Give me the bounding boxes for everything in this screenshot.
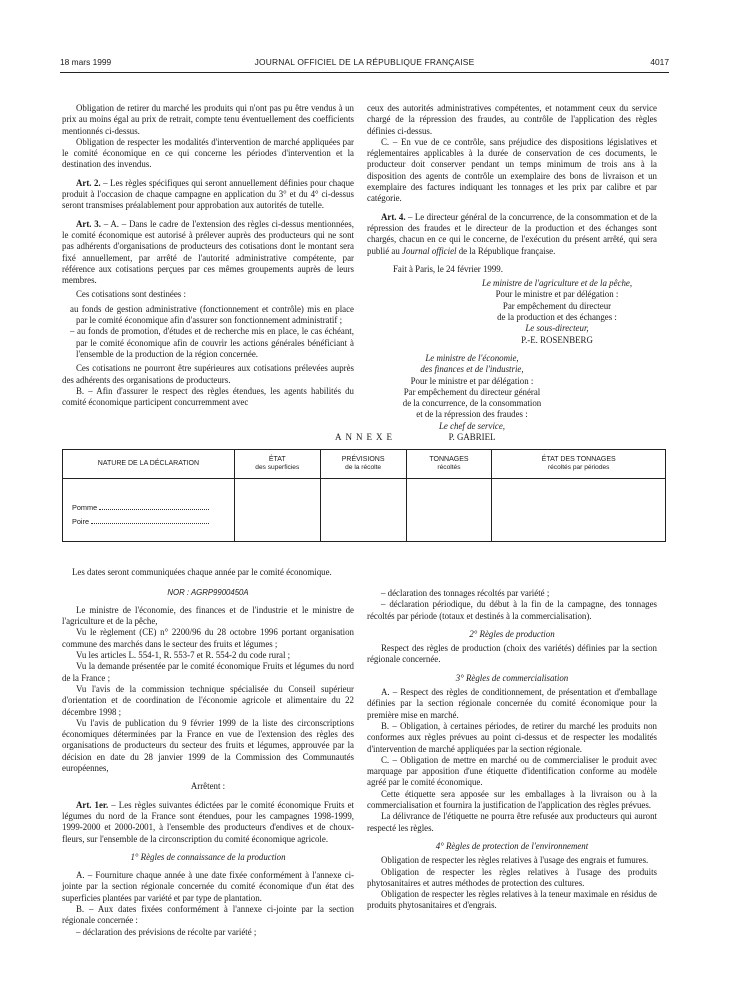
column-header-title: PRÉVISIONS: [341, 456, 385, 464]
table-cell: [320, 479, 406, 542]
section-heading: 2° Règles de production: [469, 628, 555, 639]
paragraph: Obligation de respecter les règles relatives à l'usage des produits phytosanitaires et autres méthodes de protection des cultures.: [367, 866, 657, 888]
signatory-role: Le chef de service,: [438, 420, 506, 431]
article-label: Art. 4.: [381, 211, 406, 222]
table-row: [63, 479, 666, 542]
paragraph: Obligation de retirer du marché les produits qui n'ont pas pu être vendus à un prix au moins égal au prix de retrait, compte tenu éventuellement des coefficients mentionnés ci-dessus.: [62, 103, 354, 136]
paragraph: A. – Fourniture chaque année à une date fixée conformément à l'annexe ci-jointe par la section régionale concernée du comité économique d'un état des superficies plantées par variété et par type de plantation.: [62, 870, 354, 903]
page-header: [60, 57, 669, 71]
paragraph: Vu le règlement (CE) n° 2200/96 du 28 octobre 1996 portant organisation commune des marchés dans le secteur des fruits et légumes ;: [62, 627, 354, 649]
signatory-line: Par empêchement du directeur général: [403, 386, 541, 397]
article-label: Art. 3.: [76, 218, 101, 229]
signatory-line: Pour le ministre et par délégation :: [495, 289, 619, 300]
paragraph: Vu l'avis de la commission technique spécialisée du Conseil supérieur d'orientation et de coordination de l'économie agricole et alimentaire du 22 décembre 1998 ;: [62, 683, 354, 717]
paragraph: Le ministre de l'économie, des finances et de l'industrie et le ministre de l'agriculture et de la pêche,: [62, 604, 354, 627]
header-date: 18 mars 1999: [60, 57, 112, 67]
column-header-title: ÉTAT DES TONNAGES: [541, 456, 616, 464]
column-header-subtitle: de la récolte: [345, 464, 382, 472]
article-3: [62, 219, 354, 287]
header-title: JOURNAL OFFICIEL DE LA RÉPUBLIQUE FRANÇAISE: [254, 57, 475, 67]
paragraph: Respect des règles de production (choix des variétés) définies par la section régionale concernée.: [367, 643, 657, 665]
table-cell: [234, 479, 320, 542]
table-header-row: [63, 450, 666, 479]
paragraph: A. – Respect des règles de conditionnement, de présentation et d'emballage définies par la section régionale concernée du comité économique pour la première mise en marché.: [367, 687, 657, 720]
column-header: [320, 450, 406, 479]
row-label-pomme: [72, 501, 234, 515]
column-header-subtitle: récoltés: [437, 464, 461, 472]
paragraph: Vu la demande présentée par le comité économique Fruits et légumes du nord de la France ;: [62, 661, 354, 683]
table-cell: [492, 479, 666, 542]
header-page-number: 4017: [650, 57, 669, 67]
paragraph: Ces cotisations sont destinées :: [76, 289, 186, 300]
list-item: au fonds de gestion administrative (fonctionnement et contrôle) mis en place par le comité économique afin d'assurer son fonctionnement administratif ;: [70, 303, 354, 326]
paragraph: C. – Obligation de mettre en marché ou de commercialiser le produit avec marquage par apposition d'une étiquette d'identification conforme au modèle agréé par le comité économique.: [367, 754, 657, 788]
section-heading: 3° Règles de commercialisation: [455, 672, 569, 683]
list-item: – déclaration périodique, du début à la fin de la campagne, des tonnages récoltés par période (totaux et destinés à la commercialisation).: [367, 599, 657, 621]
lower-right-column: [367, 588, 657, 912]
header-rule: [60, 72, 669, 73]
column-header-title: TONNAGES: [429, 456, 469, 464]
paragraph: Cette étiquette sera apposée sur les emballages à la livraison ou à la commercialisation et fournira la justification de l'application des règles prévues.: [367, 788, 657, 811]
table-cell: [406, 479, 492, 542]
paragraph: Obligation de respecter les règles relatives à la teneur maximale en résidus de produits phytosanitaires et d'engrais.: [367, 889, 657, 911]
signatory-title: Le ministre de l'économie,: [425, 352, 519, 363]
article-label: Art. 2.: [76, 177, 101, 188]
paragraph: Ces cotisations ne pourront être supérieures aux cotisations prélevées auprès des adhérents des organisations de producteurs.: [62, 363, 354, 385]
paragraph: Vu les articles L. 554-1, R. 553-7 et R. 554-2 du code rural ;: [76, 650, 291, 661]
paragraph: C. – En vue de ce contrôle, sans préjudice des dispositions législatives et réglementaires applicables à la durée de conservation de ces documents, le producteur doit conserver pendant un temps minimum de trois ans à la disposition des agents de contrôle un exemplaire des bons de livraison et un exemplaire des factures indiquant les tonnages et les prix par calibre et par catégorie.: [367, 136, 657, 204]
annex-note: Les dates seront communiquées chaque année par le comité économique.: [72, 567, 332, 577]
article-1: [62, 800, 354, 845]
signatory-role: Le sous-directeur,: [525, 323, 589, 334]
signatory-title: des finances et de l'industrie,: [420, 364, 524, 375]
signatory-line: Pour le ministre et par délégation :: [410, 375, 534, 386]
paragraph: B. – Afin d'assurer le respect des règles étendues, les agents habilités du comité économique participent concurremment avec: [62, 385, 354, 408]
signatory-name: P. GABRIEL: [448, 432, 496, 443]
signatory-line: Par empêchement du directeur: [502, 300, 612, 311]
annex-title: ANNEXE: [335, 432, 396, 442]
upper-right-column: [367, 103, 657, 443]
dotted-leader: [91, 523, 209, 524]
signatory-title: Le ministre de l'agriculture et de la pêche,: [481, 278, 633, 289]
column-header-subtitle: des superficies: [255, 464, 300, 472]
lower-left-column: [62, 588, 354, 938]
upper-left-column: [62, 103, 354, 408]
list-item: – au fonds de promotion, d'études et de recherche mis en place, le cas échéant, par le comité économique afin de couvrir les actions générales bénéficiant à l'ensemble de la production de la région concernée.: [70, 326, 354, 359]
column-header: [492, 450, 666, 479]
article-text: – A. – Dans le cadre de l'extension des règles ci-dessus mentionnées, le comité économique est autorisé à prélever auprès des producteurs qui ne sont pas adhérents d'organisations de producteurs des cotisations dont le montant sera fixé annuellement, par arrêté de l'autorité administrative compétente, par référence aux cotisations perçues par ces mêmes groupements auprès de leurs membres.: [62, 218, 354, 286]
row-label-text: Pomme: [72, 503, 98, 512]
article-text: – Les règles suivantes édictées par le comité économique Fruits et légumes du nord de la France sont étendues, pour les campagnes 1998-1999, 1999-2000 et 2000-2001, à l'ensemble des producteurs d'endives et de choux-fleurs, sur l'ensemble de la circonscription du comité économique agricole.: [62, 799, 355, 844]
column-header-title: ÉTAT: [268, 456, 286, 464]
paragraph: Vu l'avis de publication du 9 février 1999 de la liste des circonscriptions économiques déterminées par la France en vue de l'extension des règles des organisations de producteurs du secteur des fruits et légumes, approuvée par la décision en date du 28 janvier 1999 de la Commission des Communautés européennes,: [62, 717, 354, 774]
column-header: [234, 450, 320, 479]
section-heading: 4° Règles de protection de l'environnement: [435, 840, 589, 851]
article-4: [367, 212, 657, 257]
row-label-poire: [72, 515, 234, 529]
paragraph: Obligation de respecter les modalités d'intervention de marché appliquées par le comité économique en ce qui concerne les périodes d'intervention et la destination des invendus.: [62, 136, 354, 170]
signatory-line: de la concurrence, de la consommation: [402, 398, 542, 409]
signatory-line: et de la répression des fraudes :: [416, 409, 528, 420]
signature-block-economy: [367, 353, 657, 443]
table-cell: [63, 479, 235, 542]
row-label-text: Poire: [72, 516, 90, 526]
annex-table: [62, 449, 666, 542]
paragraph: Obligation de respecter les règles relatives à l'usage des engrais et fumures.: [381, 855, 649, 866]
list-item: – déclaration des tonnages récoltés par variété ;: [381, 588, 550, 598]
nor-reference: NOR : AGRP9900450A: [167, 588, 249, 597]
column-header: [406, 450, 492, 479]
signatory-line: de la production et des échanges :: [497, 312, 617, 323]
paragraph: B. – Aux dates fixées conformément à l'annexe ci-jointe par la section régionale concernée :: [62, 904, 354, 926]
article-text: – Les règles spécifiques qui seront annuellement définies pour chaque produit à l'occasion de chaque campagne en application du 3° et du 4° ci-dessus seront transmises préalablement pour approbation aux autorités de tutelle.: [62, 177, 354, 211]
article-2: [62, 178, 354, 212]
paragraph: ceux des autorités administratives compétentes, et notamment ceux du service chargé de la répression des fraudes, au contrôle de l'application des règles définies ci-dessus.: [367, 103, 657, 136]
column-header: NATURE DE LA DÉCLARATION: [63, 450, 235, 479]
arretent-heading: Arrêtent :: [190, 781, 226, 792]
signature-block-agriculture: [367, 278, 657, 346]
dotted-leader: [99, 509, 209, 510]
article-label: Art. 1er.: [76, 799, 109, 810]
signatory-name: P.-E. ROSENBERG: [521, 334, 593, 345]
list-item: – déclaration des prévisions de récolte par variété ;: [76, 926, 257, 937]
paragraph: La délivrance de l'étiquette ne pourra être refusée aux producteurs qui auront respecté les règles.: [367, 811, 657, 833]
journal-name: Journal officiel: [402, 245, 457, 256]
article-text: de la République française.: [456, 245, 556, 256]
signature-date: Fait à Paris, le 24 février 1999.: [393, 263, 503, 274]
section-heading: 1° Règles de connaissance de la production: [130, 851, 286, 862]
article-text: – Le directeur général de la concurrence, de la consommation et de la répression des fraudes et le directeur de la production et des échanges sont chargés, chacun en ce qui le concerne, de l'exécution du présent arrêté, qui sera publié au: [367, 211, 657, 256]
paragraph: B. – Obligation, à certaines périodes, de retirer du marché les produits non conformes aux règles prévues au point ci-dessus et de respecter les modalités d'intervention de marché appliquées par la section régionale.: [367, 720, 657, 754]
column-header-subtitle: récoltés par périodes: [547, 464, 610, 472]
